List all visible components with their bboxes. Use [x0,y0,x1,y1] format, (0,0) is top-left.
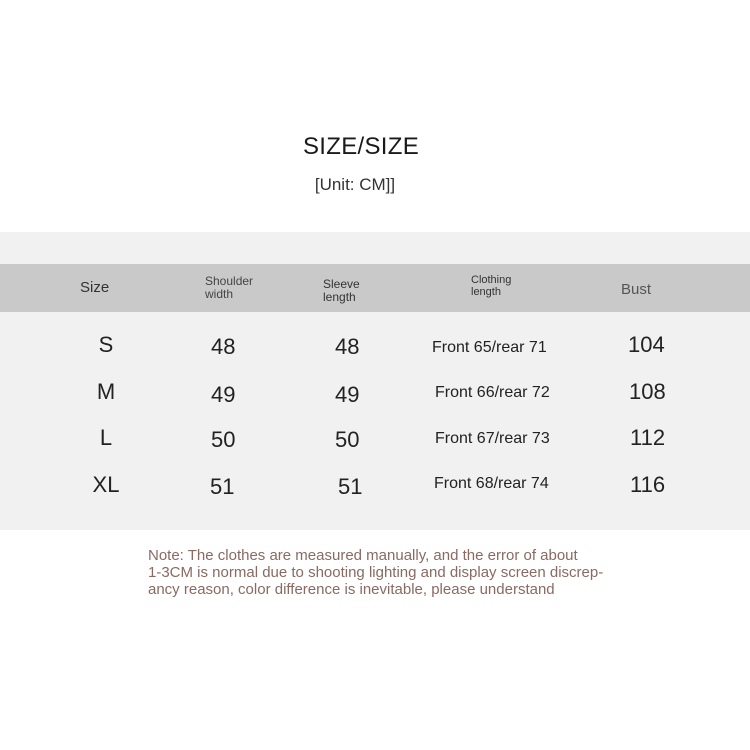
shoulder-cell: 51 [210,474,235,499]
length-cell: Front 68/rear 74 [434,475,549,492]
note-line1: Note: The clothes are measured manually, and the error of about [148,547,578,564]
page-title: SIZE/SIZE [302,133,420,160]
length-cell: Front 66/rear 72 [435,384,550,401]
header-sleeve-line2: length [323,289,356,304]
note-line3: ancy reason, color difference is inevitable, please understand [148,581,555,598]
sleeve-cell: 51 [338,474,363,499]
header-clothing-line1: Clothing [471,274,512,286]
bust-cell: 112 [630,425,666,450]
table-row [0,330,750,370]
length-cell: Front 65/rear 71 [432,339,547,356]
sleeve-cell: 48 [335,334,360,359]
header-sleeve-length [323,278,360,303]
measurement-note [148,547,608,598]
size-cell: S [98,332,114,357]
bust-cell: 104 [628,332,665,357]
header-shoulder-width [205,275,253,300]
header-bust: Bust [621,281,652,298]
bust-cell: 108 [629,379,666,404]
header-clothing-length [471,275,511,298]
header-shoulder-line2: width [205,286,234,301]
size-cell: L [99,425,113,450]
shoulder-cell: 48 [211,334,236,359]
size-cell: XL [92,472,120,497]
sleeve-cell: 49 [335,382,360,407]
shoulder-cell: 49 [211,382,236,407]
table-row [0,423,750,463]
header-size: Size [80,279,110,296]
bust-cell: 116 [630,472,666,497]
note-line2: 1-3CM is normal due to shooting lighting and display screen discrep- [148,564,604,581]
header-sleeve-line1: Sleeve [323,277,360,291]
shoulder-cell: 50 [211,427,236,452]
table-row [0,377,750,417]
size-cell: M [96,379,116,404]
length-cell: Front 67/rear 73 [435,430,550,447]
header-clothing-line2: length [471,285,501,298]
header-shoulder-line1: Shoulder [205,274,254,288]
unit-label: [Unit: CM]] [314,175,396,194]
sleeve-cell: 50 [335,427,360,452]
table-row [0,470,750,510]
